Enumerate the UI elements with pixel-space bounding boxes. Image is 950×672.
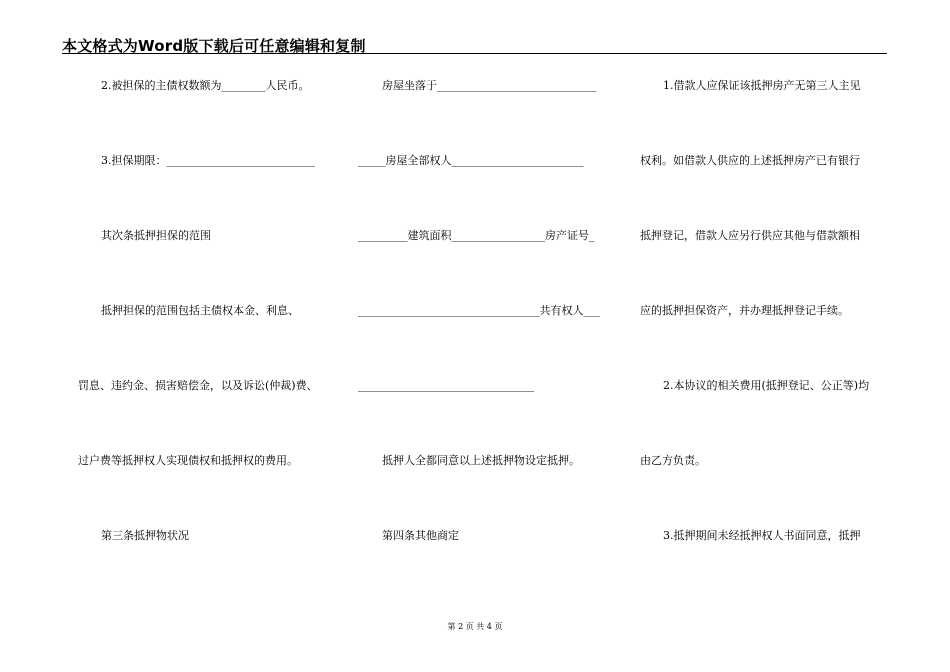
document-header-title: 本文格式为Word版下载后可任意编辑和复制 (62, 37, 366, 55)
page-number: 第 2 页 共 4 页 (447, 622, 503, 631)
col2-line-2: _____房屋全部权人________________________ (358, 154, 584, 167)
col3-line-6: 由乙方负责。 (640, 454, 706, 467)
col1-line-4: 抵押担保的范围包括主债权本金、利息、 (101, 304, 299, 317)
col2-line-5: ________________________________ (358, 379, 534, 392)
col3-line-1: 1.借款人应保证该抵押房产无第三人主见 (663, 79, 861, 92)
col1-line-7: 第三条抵押物状况 (101, 529, 189, 542)
col2-line-4: _________________________________共有权人___ (358, 304, 600, 317)
col1-line-2: 3.担保期限：___________________________ (101, 154, 315, 167)
col3-line-5: 2.本协议的相关费用(抵押登记、公正等)均 (663, 379, 870, 392)
col2-line-1: 房屋坐落于_____________________________ (382, 79, 597, 92)
header-divider (62, 53, 887, 54)
col3-line-7: 3.抵押期间未经抵押权人书面同意，抵押 (663, 529, 861, 542)
col2-line-3: _________建筑面积_________________房产证号_ (358, 229, 595, 242)
col3-line-4: 应的抵押担保资产，并办理抵押登记手续。 (640, 304, 849, 317)
col1-line-6: 过户费等抵押权人实现债权和抵押权的费用。 (78, 454, 298, 467)
col3-line-3: 抵押登记，借款人应另行供应其他与借款额相 (640, 229, 860, 242)
col2-line-6: 抵押人全都同意以上述抵押物设定抵押。 (382, 454, 580, 467)
col1-line-5: 罚息、违约金、损害赔偿金，以及诉讼(仲裁)费、 (78, 379, 318, 392)
col1-line-1: 2.被担保的主债权数额为________人民币。 (101, 79, 310, 92)
col2-line-7: 第四条其他商定 (382, 529, 459, 542)
col1-line-3: 其次条抵押担保的范围 (101, 229, 211, 242)
col3-line-2: 权利。如借款人供应的上述抵押房产已有银行 (640, 154, 860, 167)
